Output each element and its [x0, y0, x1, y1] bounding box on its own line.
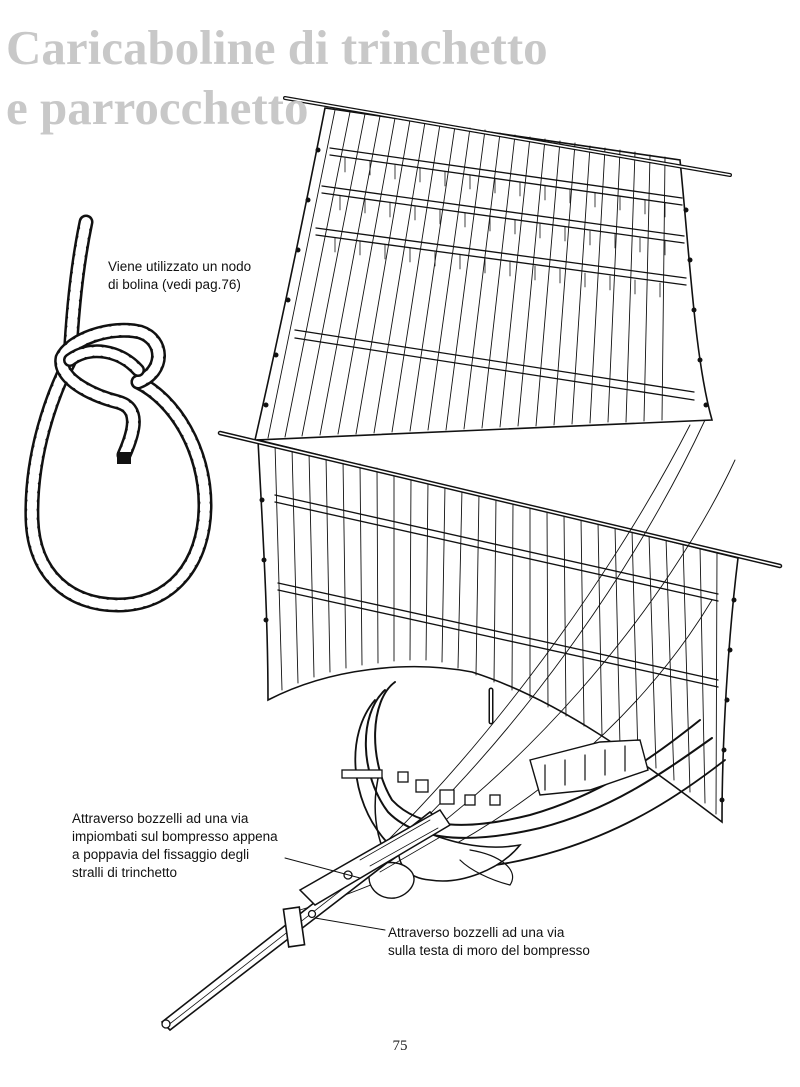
- knot-note: [108, 258, 251, 294]
- bowsprit-note-line-1: Attraverso bozzelli ad una via: [72, 811, 249, 826]
- bowsprit-cap-note-line-1: Attraverso bozzelli ad una via: [388, 925, 565, 940]
- bowsprit-cap-note: [388, 924, 590, 960]
- fore-course-sail: [220, 433, 780, 822]
- page-number: 75: [392, 1038, 408, 1054]
- bowsprit-note-line-4: stralli di trinchetto: [72, 865, 178, 880]
- fore-topsail: [255, 98, 730, 440]
- knot-note-line-1: Viene utilizzato un nodo: [108, 259, 252, 274]
- bowsprit-blocks-note: [72, 810, 278, 882]
- ship-bow-sails-icon: [162, 98, 780, 1030]
- page-title-line-2: e parrocchetto: [6, 80, 309, 135]
- bowsprit-cap-note-line-2: sulla testa di moro del bompresso: [388, 943, 590, 958]
- bowsprit-note-line-3: a poppavia del fissaggio degli: [72, 847, 250, 862]
- bowsprit-note-line-2: impiombati sul bompresso appena: [72, 829, 278, 844]
- knot-note-line-2: di bolina (vedi pag.76): [108, 277, 241, 292]
- page-title: [6, 18, 548, 138]
- page-title-line-1: Caricaboline di trinchetto: [6, 20, 548, 75]
